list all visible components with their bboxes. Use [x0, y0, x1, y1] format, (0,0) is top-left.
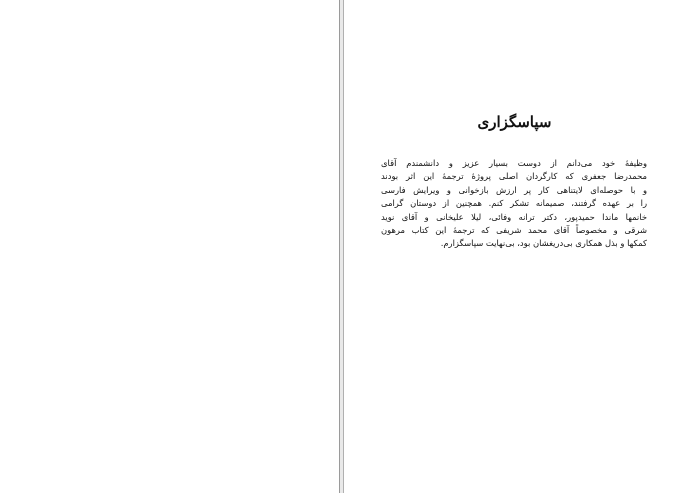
paragraph-line: خانمها ماندا حمیدپور، دکتر ترانه وفائی، لیلا علیخانی و آقای نوید: [381, 211, 647, 222]
paragraph-line: و با حوصله‌ای لایتناهی کار پر ارزش بازخوانی و ویرایش فارسی: [381, 184, 647, 195]
paragraph-line: کمکها و بذل همکاری بی‌دریغشان بود، بی‌نهایت سپاسگزارم.: [440, 238, 647, 249]
acknowledgement-paragraph: [381, 157, 647, 251]
paragraph-line: محمدرضا جعفری که کارگردان اصلی پروژهٔ ترجمهٔ این اثر بودند: [381, 171, 647, 182]
paragraph-line: را بر عهده گرفتند، صمیمانه تشکر کنم. همچنین از دوستان گرامی: [381, 198, 647, 209]
paragraph-line: وظیفهٔ خود می‌دانم از دوست بسیار عزیز و دانشمندم آقای: [381, 158, 647, 168]
right-page: [344, 0, 685, 493]
paragraph-line: شرقی و مخصوصاً آقای محمد شریفی که ترجمهٔ این کتاب مرهون: [381, 225, 647, 236]
page-title: سپاسگزاری: [477, 113, 552, 131]
left-page-blank: [0, 0, 339, 493]
